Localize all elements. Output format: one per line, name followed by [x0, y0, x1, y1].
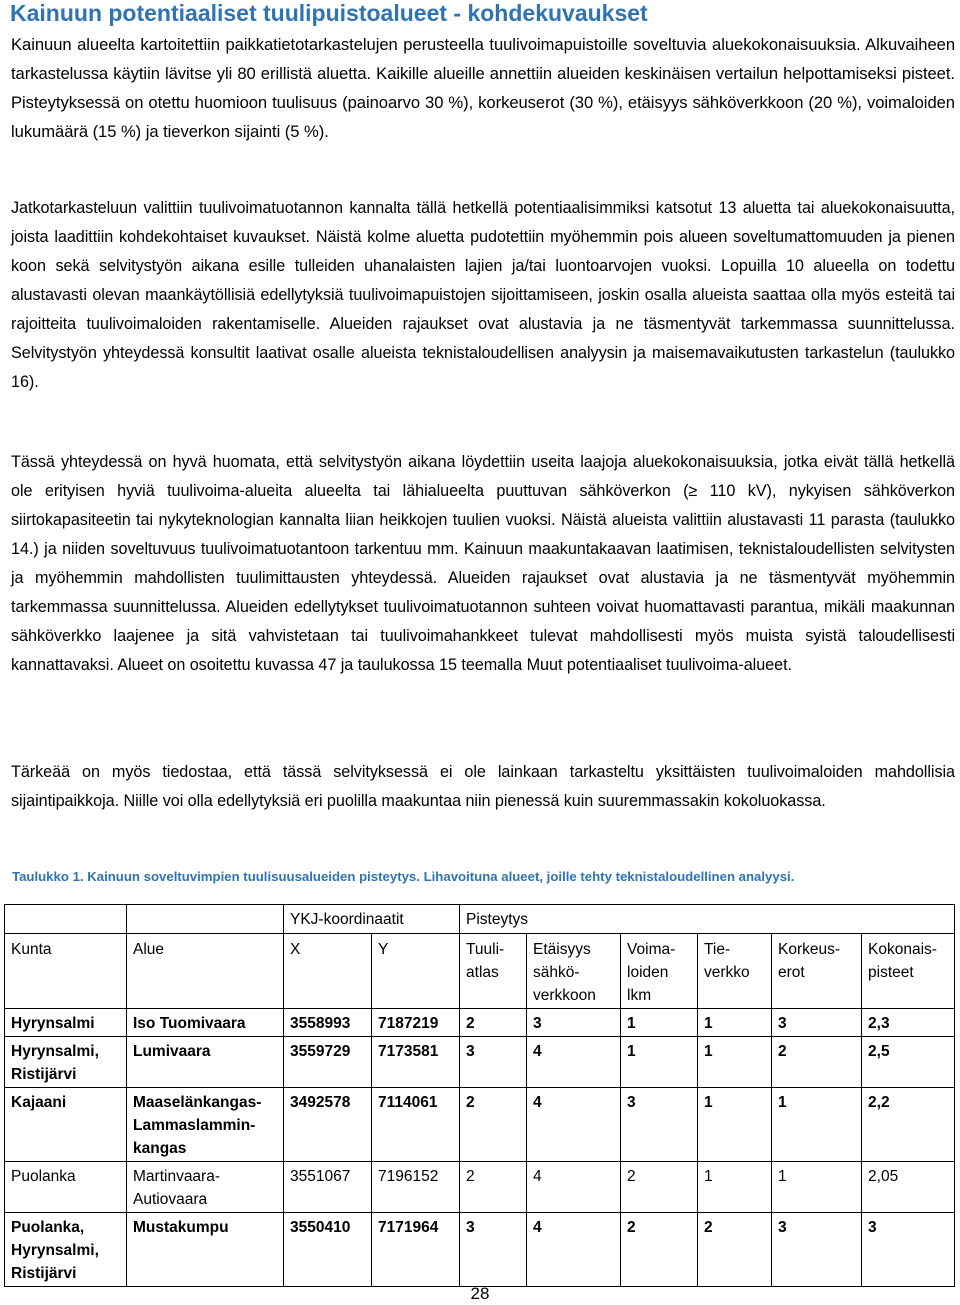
column-header: X — [284, 934, 372, 1009]
table-cell: 7196152 — [372, 1162, 460, 1213]
table-cell: 1 — [772, 1162, 862, 1213]
table-cell: 2,05 — [862, 1162, 955, 1213]
table-cell: 3 — [460, 1213, 527, 1287]
column-header: Voima- loiden lkm — [621, 934, 698, 1009]
table-cell: 2 — [698, 1213, 772, 1287]
table-cell: 3 — [772, 1213, 862, 1287]
table-cell: Maaselänkangas- Lammaslammin- kangas — [127, 1088, 284, 1162]
page-number: 28 — [470, 1284, 490, 1303]
table-cell: 2 — [460, 1088, 527, 1162]
table-cell: Iso Tuomivaara — [127, 1009, 284, 1037]
table-cell: Puolanka, Hyrynsalmi, Ristijärvi — [5, 1213, 127, 1287]
table-cell: 3558993 — [284, 1009, 372, 1037]
column-header: Tuuli- atlas — [460, 934, 527, 1009]
table-cell: 7114061 — [372, 1088, 460, 1162]
table-cell: Kajaani — [5, 1088, 127, 1162]
table-cell: 3 — [527, 1009, 621, 1037]
table-cell: 3551067 — [284, 1162, 372, 1213]
header-cell-empty — [127, 905, 284, 934]
table-row — [5, 1162, 955, 1213]
table-row — [5, 1037, 955, 1088]
table-cell: 1 — [698, 1088, 772, 1162]
column-header: Kunta — [5, 934, 127, 1009]
table-cell: Puolanka — [5, 1162, 127, 1213]
paragraph-intro: Kainuun alueelta kartoitettiin paikkatietotarkastelujen perusteella tuulivoimapuistoille soveltuvia aluekokonaisuuksia. Alkuvaiheen tarkastelussa käytiin lävitse yli 80 erillistä aluetta. Kaikille alueille annettiin alueiden keskinäisen vertailun helpottamiseksi pisteet. Pisteytyksessä on otettu huomioon tuulisuus (painoarvo 30 %), korkeuserot (30 %), etäisyys sähköverkkoon (20 %), voimaloiden lukumäärä (15 %) ja tieverkon sijainti (5 %). — [11, 35, 955, 141]
paragraph-further-review: Jatkotarkasteluun valittiin tuulivoimatuotannon kannalta tällä hetkellä potentiaalisimmiksi katsotut 13 aluetta tai aluekokonaisuutta, joista laadittiin kohdekohtaiset kuvaukset. Näistä kolme aluetta pudotettiin myöhemmin pois alueen soveltumattomuuden ja pienen koon sekä selvitystyön aikana esille tulleiden uhanalaisten lajien ja/tai luontoarvojen vuoksi. Lopuilla 10 alueella on todettu alustavasti olevan maankäytöllisiä edellytyksiä tuulivoimapuistojen sijoittamiseen, joskin osalla alueista saattaa olla myös esteitä tai rajoitteita tuulivoimaloiden rakentamiselle. Alueiden rajaukset ovat alustavia ja ne täsmentyvät tarkemmassa suunnittelussa. Selvitystyön yhteydessä konsultit laativat osalle alueista teknistaloudellisen analyysin ja maisemavaikutusten tarkastelun (taulukko 16). — [11, 199, 955, 391]
table-cell: 2 — [621, 1213, 698, 1287]
table-cell: Hyrynsalmi — [5, 1009, 127, 1037]
table-cell: Hyrynsalmi, Ristijärvi — [5, 1037, 127, 1088]
page-title: Kainuun potentiaaliset tuulipuistoalueet - kohdekuvaukset — [10, 0, 648, 26]
column-header: Alue — [127, 934, 284, 1009]
table-cell: 3 — [862, 1213, 955, 1287]
table-cell: 2,2 — [862, 1088, 955, 1162]
table-cell: 2 — [460, 1009, 527, 1037]
paragraph-other-areas: Tässä yhteydessä on hyvä huomata, että selvitystyön aikana löydettiin useita laajoja aluekokonaisuuksia, jotka eivät tällä hetkellä ole erityisen hyviä tuulivoima-alueita alueelta tai lähialueelta puuttuvan sähköverkon (≥ 110 kV), nykyisen sähköverkon siirtokapasiteetin tai nykyteknologian kannalta liian heikkojen tuulien vuoksi. Näistä alueista valittiin alustavasti 11 parasta (taulukko 14.) ja niiden soveltuvuus tuulivoimatuotantoon tarkentuu mm. Kainuun maakuntakaavan laatimisen, teknistaloudellisten selvitysten ja myöhemmin mahdollisten tuulimittausten yhteydessä. Alueiden rajaukset ovat alustavia ja ne täsmentyvät myöhemmin tarkemmassa suunnittelussa. Alueiden edellytykset tuulivoimatuotannon suhteen voivat huomattavasti parantua, mikäli maakunnan sähköverkko laajenee ja sitä vahvistetaan tai tuulivoimahankkeet tulevat mahdollisesti myös muista syistä taloudellisesti kannattavaksi. Alueet on osoitettu kuvassa 47 ja taulukossa 15 teemalla Muut potentiaaliset tuulivoima-alueet. — [11, 453, 955, 674]
table-cell: 4 — [527, 1088, 621, 1162]
table-caption: Taulukko 1. Kainuun soveltuvimpien tuulisuusalueiden pisteytys. Lihavoituna alueet, joille tehty teknistaloudellinen analyysi. — [12, 869, 795, 884]
table-cell: 1 — [621, 1009, 698, 1037]
table-cell: 2 — [772, 1037, 862, 1088]
table-cell: 3492578 — [284, 1088, 372, 1162]
table-row — [5, 1009, 955, 1037]
table-cell: 3 — [772, 1009, 862, 1037]
table-cell: Lumivaara — [127, 1037, 284, 1088]
header-cell-empty — [5, 905, 127, 934]
scoring-table — [4, 904, 955, 1287]
column-header: Korkeus- erot — [772, 934, 862, 1009]
table-row — [5, 1213, 955, 1287]
table-cell: 3550410 — [284, 1213, 372, 1287]
table-cell: 1 — [698, 1009, 772, 1037]
table-cell: 1 — [698, 1162, 772, 1213]
table-row — [5, 1088, 955, 1162]
table-cell: Martinvaara- Autiovaara — [127, 1162, 284, 1213]
header-scoring: Pisteytys — [460, 905, 955, 934]
table-cell: 4 — [527, 1037, 621, 1088]
table-group-header-row — [5, 905, 955, 934]
table-cell: 4 — [527, 1213, 621, 1287]
table-column-header-row — [5, 934, 955, 1009]
column-header: Kokonais- pisteet — [862, 934, 955, 1009]
table-cell: 2,5 — [862, 1037, 955, 1088]
table-cell: 4 — [527, 1162, 621, 1213]
table-cell: 3559729 — [284, 1037, 372, 1088]
table-cell: 7171964 — [372, 1213, 460, 1287]
table-cell: 1 — [621, 1037, 698, 1088]
column-header: Etäisyys sähkö- verkkoon — [527, 934, 621, 1009]
table-cell: 1 — [698, 1037, 772, 1088]
table-cell: 3 — [621, 1088, 698, 1162]
column-header: Y — [372, 934, 460, 1009]
table-cell: 2,3 — [862, 1009, 955, 1037]
paragraph-note: Tärkeää on myös tiedostaa, että tässä selvityksessä ei ole lainkaan tarkasteltu yksittäisten tuulivoimaloiden mahdollisia sijaintipaikkoja. Niille voi olla edellytyksiä eri puolilla maakuntaa niin pienessä kuin suuremmassakin kokoluokassa. — [11, 763, 955, 810]
header-coordinates: YKJ-koordinaatit — [284, 905, 460, 934]
table-cell: 3 — [460, 1037, 527, 1088]
table-cell: 2 — [460, 1162, 527, 1213]
table-cell: 7173581 — [372, 1037, 460, 1088]
table-cell: 7187219 — [372, 1009, 460, 1037]
table-cell: 1 — [772, 1088, 862, 1162]
table-cell: 2 — [621, 1162, 698, 1213]
table-cell: Mustakumpu — [127, 1213, 284, 1287]
column-header: Tie- verkko — [698, 934, 772, 1009]
